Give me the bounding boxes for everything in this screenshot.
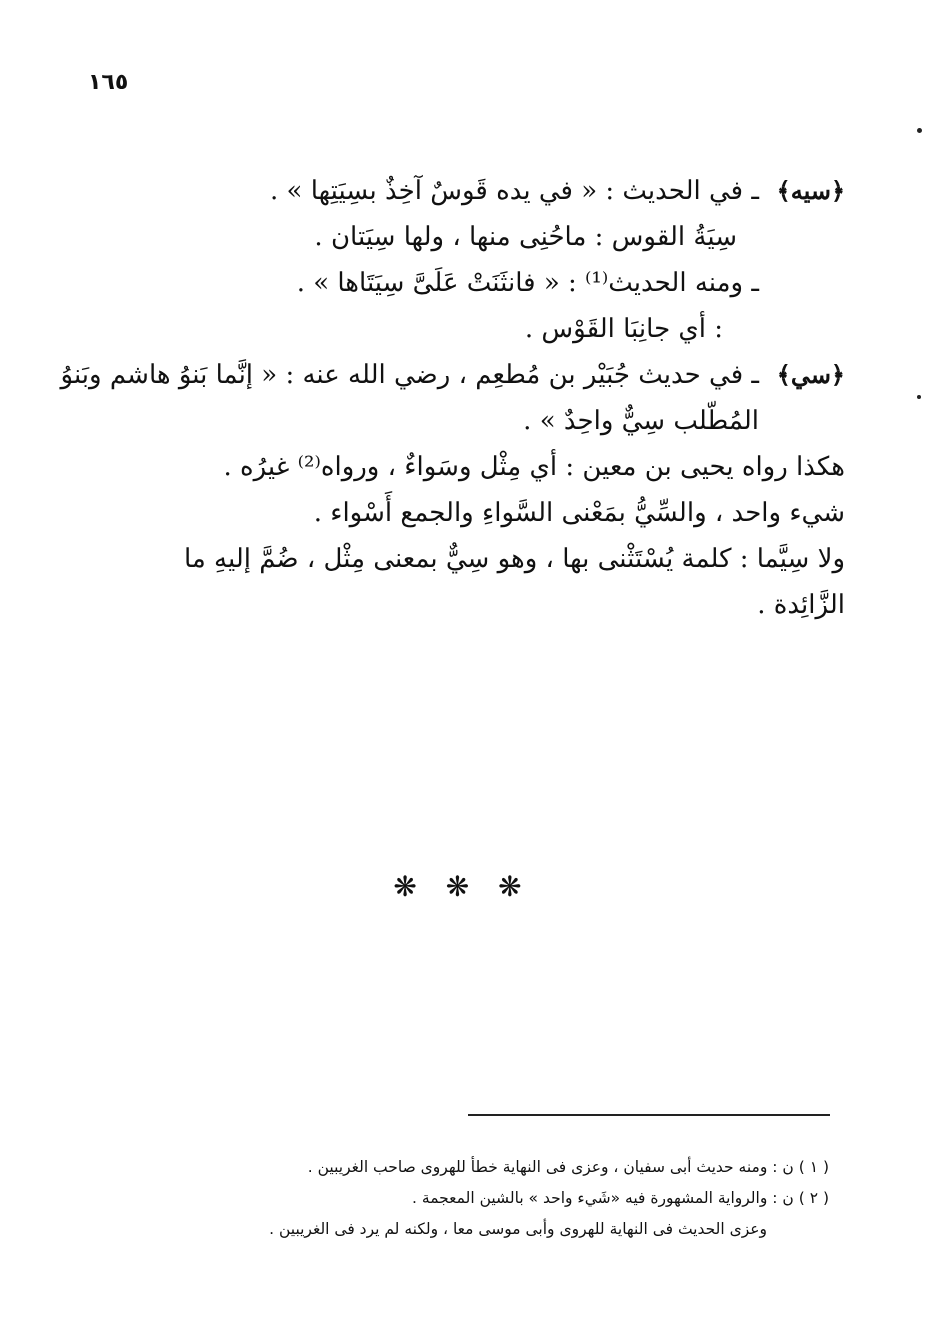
entry-siyah xyxy=(70,168,845,352)
headword-siy: ﴿سي﴾ xyxy=(776,360,845,389)
entry-body-siy xyxy=(61,352,769,444)
footnote-rule xyxy=(468,1114,830,1116)
text-line: المُطّلب سِيٌّ واحِدٌ » . xyxy=(523,406,759,436)
headword-siyah: ﴿سيه﴾ xyxy=(776,176,845,205)
footnote-2-continuation: وعزى الحديث فى النهاية للهروى وأبى موسى معا ، ولكنه لم يرد فى الغريبين . xyxy=(269,1220,767,1238)
footnote-2: ( ٢ ) ن : والرواية المشهورة فيه «شَيء واحد » بالشين المعجمة . xyxy=(412,1189,829,1207)
scan-speck xyxy=(917,395,921,399)
text-line: : أي جانِبَا القَوْس . xyxy=(524,314,723,344)
entry-body-siyah xyxy=(70,168,769,352)
main-text xyxy=(60,168,845,628)
text-line: ـ في حديث جُبَيْر بن مُطعِم ، رضي الله عنه : « إنَّما بَنوُ هاشم وبَنوُ xyxy=(60,360,759,390)
text-line: ـ ومنه الحديث⁽¹⁾ : « فانثَنَتْ عَلَىَّ سِيَتَاها » . xyxy=(296,268,759,298)
text-line: ـ في الحديث : « في يده قَوسٌ آخِذٌ بسِيَتِها » . xyxy=(270,176,759,206)
page-number: ١٦٥ xyxy=(88,70,129,95)
scan-speck xyxy=(917,128,922,133)
footnotes xyxy=(90,1152,829,1245)
paragraph xyxy=(70,444,845,628)
text-line: سِيَةُ القوس : ماحُنِى منها ، ولها سِيَتان . xyxy=(314,222,737,252)
footnote-1: ( ١ ) ن : ومنه حديث أبى سفيان ، وعزى فى النهاية خطأ للهروى صاحب الغريبين . xyxy=(307,1158,829,1176)
entry-siy xyxy=(60,352,845,444)
text-line: هكذا رواه يحيى بن معين : أي مِثْل وسَواءٌ ، ورواه⁽²⁾ غيرُه . xyxy=(223,452,845,482)
text-line: ولا سِيَّما : كلمة يُسْتَثْنى بها ، وهو سِيٌّ بمعنى مِثْل ، ضُمَّ إليهِ ما xyxy=(183,544,845,574)
text-line: شيء واحد ، والسِّيُّ بمَعْنى السَّواءِ والجمع أَسْواء . xyxy=(313,498,845,528)
text-line: الزَّائِدة . xyxy=(757,590,845,620)
section-separator: ❋ ❋ ❋ xyxy=(393,870,532,903)
